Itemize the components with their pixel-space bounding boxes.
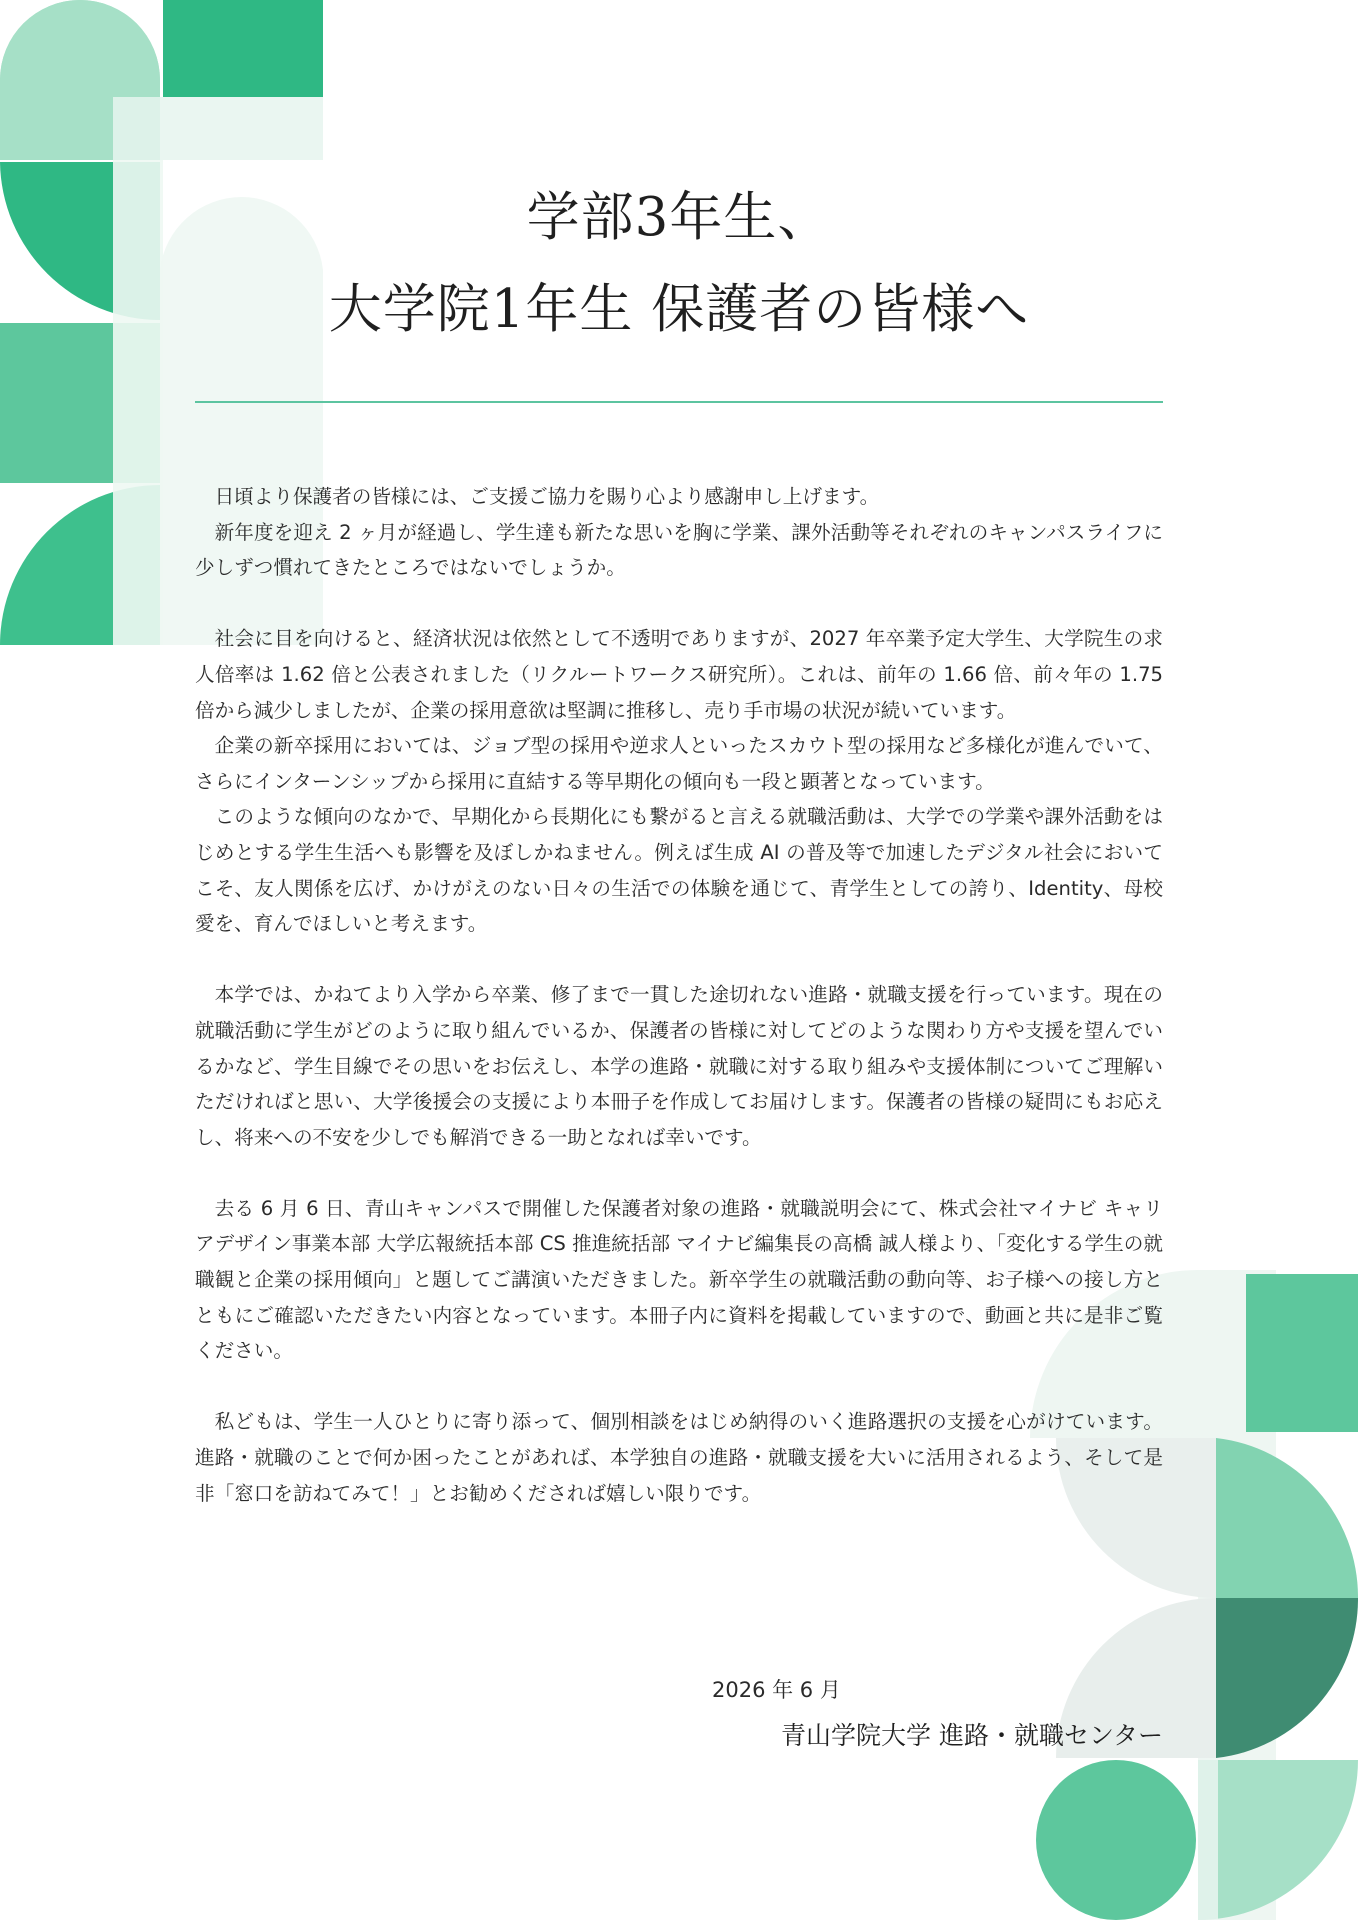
paragraph: このような傾向のなかで、早期化から長期化にも繋がると言える就職活動は、大学での学業や課外活動をはじめとする学生生活へも影響を及ぼしかねません。例えば生成 AI の普及等で加速したデジタル社会においてこそ、友人関係を広げ、かけがえのない日々の生活での体験を通じて、青学生としての誇り、Identity、母校愛を、育んでほしいと考えます。 (195, 805, 1163, 936)
quarter-circle-shape (1216, 1598, 1358, 1758)
paragraph: 私どもは、学生一人ひとりに寄り添って、個別相談をはじめ納得のいく進路選択の支援を心がけています。進路・就職のことで何か困ったことがあれば、本学独自の進路・就職支援を大いに活用されるよう、そして是非「窓口を訪ねてみて！」とお勧めくだされば嬉しい限りです。 (195, 1410, 1163, 1505)
overlay-panel (1198, 1758, 1218, 1920)
quarter-circle-shape (1198, 1760, 1358, 1920)
square-shape (163, 0, 323, 97)
paragraph: 去る 6 月 6 日、青山キャンパスで開催した保護者対象の進路・就職説明会にて、株式会社マイナビ キャリアデザイン事業本部 大学広報統括本部 CS 推進統括部 マイナビ編集長の高橋 誠人様より、「変化する学生の就職観と企業の採用傾向」と題してご講演いただきました。新卒学生の就職活動の動向等、お子様への接し方とともにご確認いただきたい内容となっています。本冊子内に資料を掲載していますので、動画と共に是非ご覧ください。 (195, 1196, 1163, 1363)
quarter-circle-shape (1216, 1438, 1358, 1598)
signature-date: 2026 年 6 月 (712, 1678, 841, 1702)
paragraph: 新年度を迎え 2 ヶ月が経過し、学生達も新たな思いを胸に学業、課外活動等それぞれのキャンパスライフに少しずつ慣れてきたところではないでしょうか。 (195, 520, 1163, 580)
overlay-panel (113, 160, 163, 645)
title-line-2: 大学院1年生 保護者の皆様へ (328, 279, 1030, 340)
square-shape (1246, 1274, 1358, 1432)
paragraph: 企業の新卒採用においては、ジョブ型の採用や逆求人といったスカウト型の採用など多様化が進んでいて、さらにインターンシップから採用に直結する等早期化の傾向も一段と顕著となっています。 (195, 734, 1163, 793)
title-divider (195, 401, 1163, 403)
letter-body (195, 479, 1163, 1511)
paragraph: 本学では、かねてより入学から卒業、修了まで一貫した途切れない進路・就職支援を行っています。現在の就職活動に学生がどのように取り組んでいるか、保護者の皆様に対してどのような関わり方や支援を望んでいるかなど、学生目線でその思いをお伝えし、本学の進路・就職に対する取り組みや支援体制についてご理解いただければと思い、大学後援会の支援により本冊子を作成してお届けします。保護者の皆様の疑問にもお応えし、将来への不安を少しでも解消できる一助となれば幸いです。 (195, 983, 1163, 1149)
circle-shape (1036, 1760, 1196, 1920)
paragraph-gap (195, 942, 1163, 978)
paragraph: 社会に目を向けると、経済状況は依然として不透明でありますが、2027 年卒業予定大学生、大学院生の求人倍率は 1.62 倍と公表されました（リクルートワークス研究所）。これは、前年の 1.66 倍、前々年の 1.75 倍から減少しましたが、企業の採用意欲は堅調に推移し、売り手市場の状況が続いています。 (195, 627, 1163, 722)
paragraph-gap (195, 1369, 1163, 1405)
paragraph-gap (195, 1155, 1163, 1191)
paragraph: 日頃より保護者の皆様には、ご支援ご協力を賜り心より感謝申し上げます。 (214, 485, 880, 508)
title-line-1: 学部3年生、 (526, 187, 832, 248)
page-title (195, 172, 1163, 356)
overlay-panel (113, 97, 323, 160)
paragraph-gap (195, 586, 1163, 622)
signature-organization: 青山学院大学 進路・就職センター (781, 1721, 1163, 1750)
